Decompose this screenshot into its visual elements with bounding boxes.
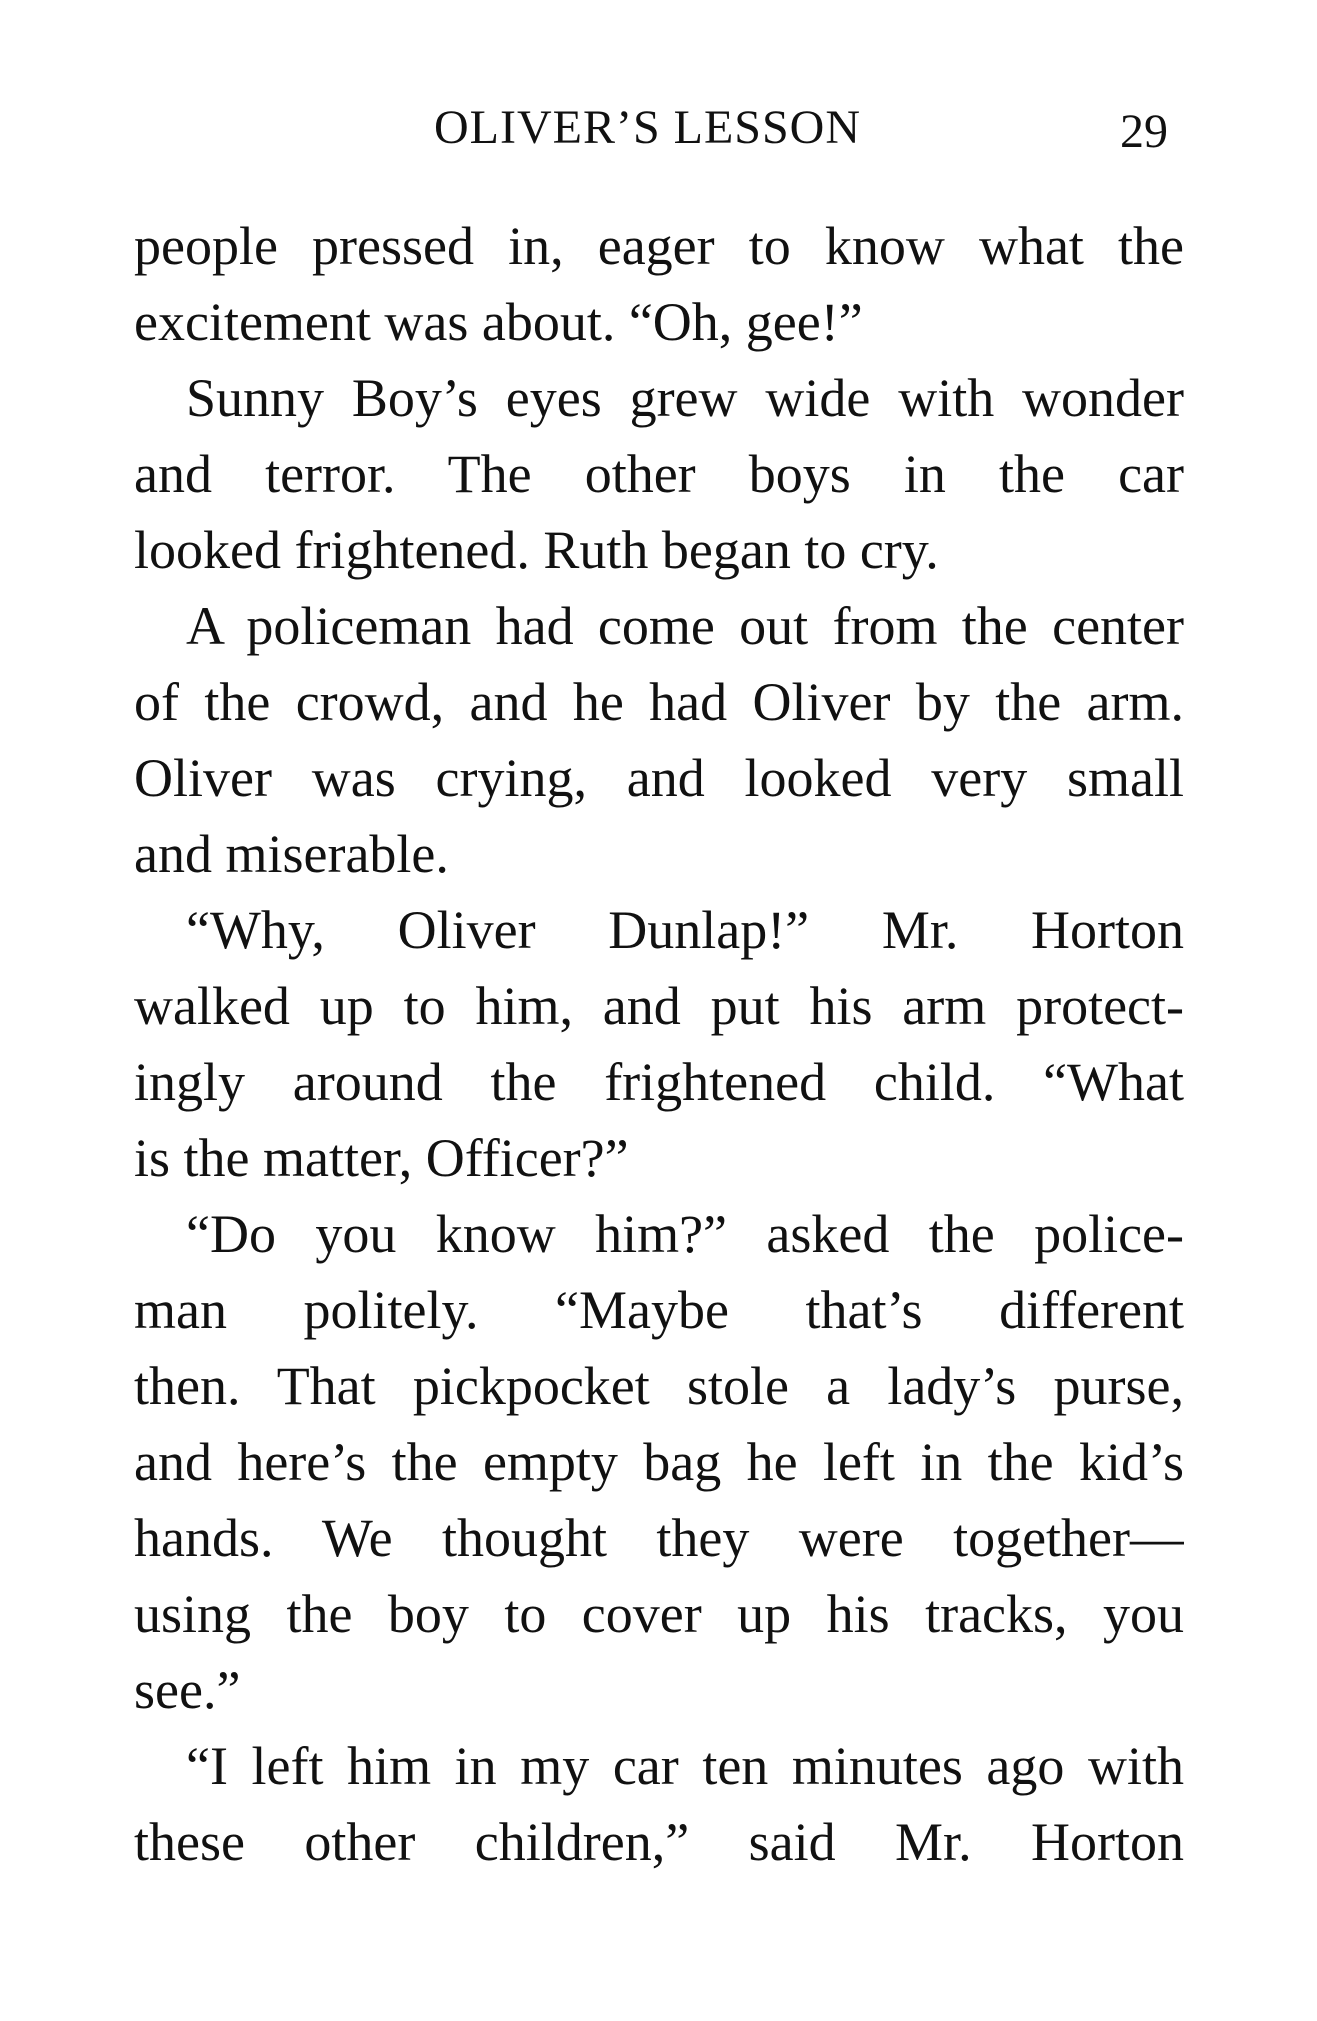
- text-line: ingly around the frightened child. “What: [134, 1052, 1184, 1112]
- text-line: hands. We thought they were together—: [134, 1508, 1184, 1568]
- text-line: man politely. “Maybe that’s different: [134, 1280, 1184, 1340]
- text-line: walked up to him, and put his arm protect-: [134, 976, 1184, 1036]
- text-line: people pressed in, eager to know what the: [134, 216, 1184, 276]
- text-line: and miserable.: [134, 824, 449, 884]
- text-line: is the matter, Officer?”: [134, 1128, 629, 1188]
- running-title: OLIVER’S LESSON: [434, 101, 862, 154]
- text-line: see.”: [134, 1660, 241, 1720]
- text-line: Sunny Boy’s eyes grew wide with wonder: [186, 368, 1184, 428]
- text-line: and terror. The other boys in the car: [134, 444, 1184, 504]
- running-header: [0, 100, 1317, 160]
- text-line: these other children,” said Mr. Horton: [134, 1812, 1184, 1872]
- text-line: “I left him in my car ten minutes ago with: [186, 1736, 1184, 1796]
- text-line: and here’s the empty bag he left in the kid’s: [134, 1432, 1184, 1492]
- body-text: [134, 208, 1184, 1880]
- text-line: using the boy to cover up his tracks, you: [134, 1584, 1184, 1644]
- text-line: looked frightened. Ruth began to cry.: [134, 520, 939, 580]
- text-line: Oliver was crying, and looked very small: [134, 748, 1184, 808]
- page-number: 29: [1120, 105, 1168, 158]
- text-line: “Do you know him?” asked the police-: [186, 1204, 1184, 1264]
- text-line: A policeman had come out from the center: [186, 596, 1184, 656]
- text-line: then. That pickpocket stole a lady’s purse,: [134, 1356, 1184, 1416]
- text-line: of the crowd, and he had Oliver by the arm.: [134, 672, 1184, 732]
- text-line: excitement was about. “Oh, gee!”: [134, 292, 863, 352]
- text-line: “Why, Oliver Dunlap!” Mr. Horton: [186, 900, 1184, 960]
